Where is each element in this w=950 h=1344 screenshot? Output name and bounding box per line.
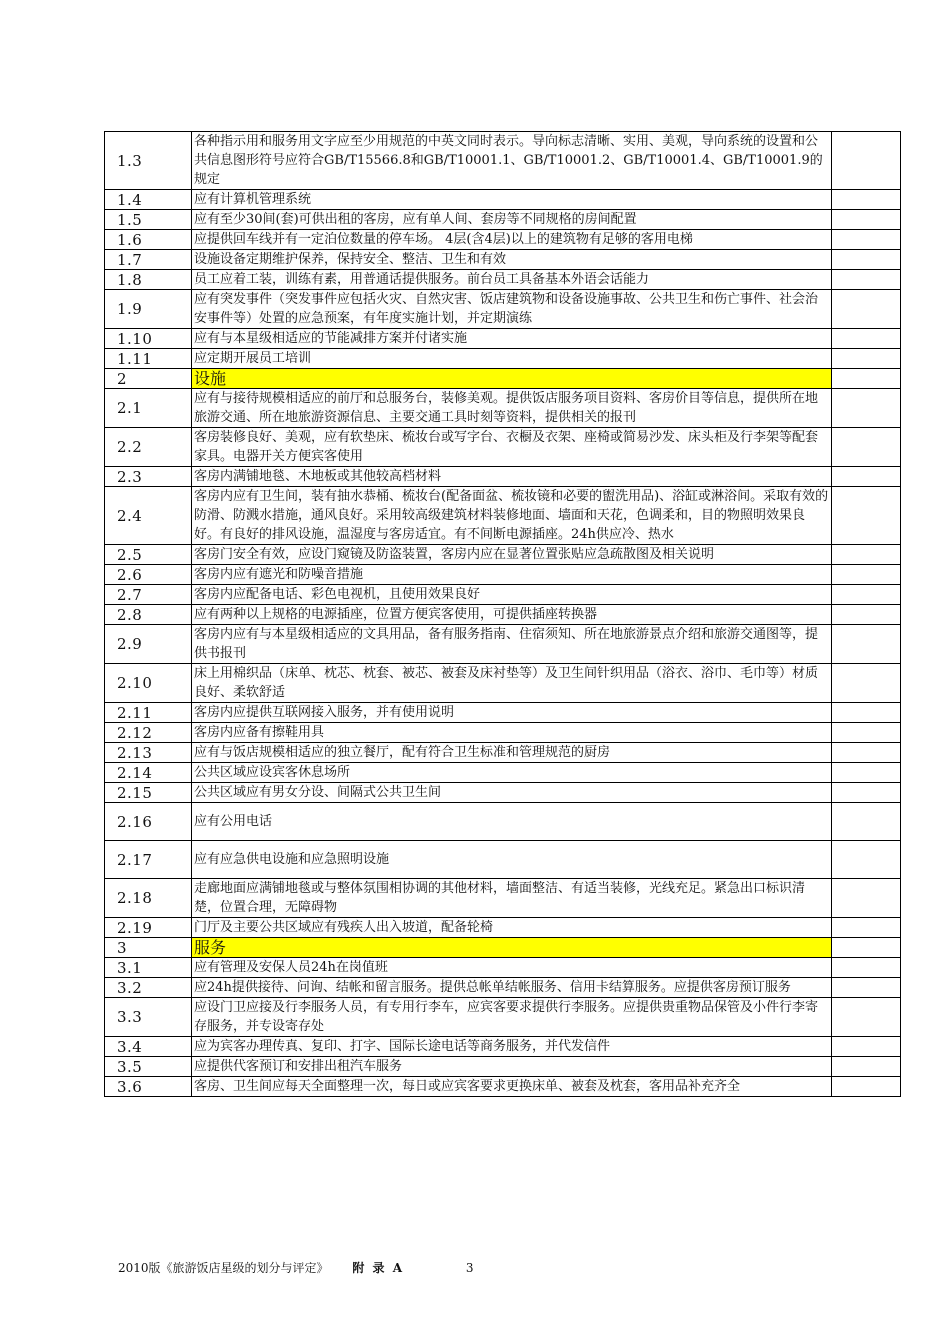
blank-cell xyxy=(832,958,901,978)
blank-cell xyxy=(832,879,901,918)
table-row xyxy=(105,210,901,230)
table-row xyxy=(105,230,901,250)
blank-cell xyxy=(832,743,901,763)
table-row xyxy=(105,605,901,625)
item-number: 3.4 xyxy=(105,1037,192,1057)
item-requirement: 走廊地面应满铺地毯或与整体氛围相协调的其他材料，墙面整洁、有适当装修，光线充足。紧急出口标识清楚，位置合理，无障碍物 xyxy=(192,879,832,918)
blank-cell xyxy=(832,625,901,664)
blank-cell xyxy=(832,978,901,998)
item-number: 2.6 xyxy=(105,565,192,585)
table-row xyxy=(105,625,901,664)
blank-cell xyxy=(832,428,901,467)
item-requirement: 应有与接待规模相适应的前厅和总服务台，装修美观。提供饭店服务项目资料、客房价目等信息，提供所在地旅游交通、所在地旅游资源信息、主要交通工具时刻等资料，提供相关的报刊 xyxy=(192,389,832,428)
item-requirement: 应为宾客办理传真、复印、打字、国际长途电话等商务服务，并代发信件 xyxy=(192,1037,832,1057)
item-number: 3.5 xyxy=(105,1057,192,1077)
table-row xyxy=(105,998,901,1037)
blank-cell xyxy=(832,998,901,1037)
item-number: 2.10 xyxy=(105,664,192,703)
table-row xyxy=(105,803,901,841)
blank-cell xyxy=(832,467,901,487)
item-requirement: 客房、卫生间应每天全面整理一次，每日或应宾客要求更换床单、被套及枕套，客用品补充齐全 xyxy=(192,1077,832,1097)
item-requirement: 应定期开展员工培训 xyxy=(192,349,832,369)
footer-document-title: 2010版《旅游饭店星级的划分与评定》 xyxy=(118,1261,329,1275)
blank-cell xyxy=(832,389,901,428)
blank-cell xyxy=(832,703,901,723)
blank-cell xyxy=(832,329,901,349)
table-row xyxy=(105,723,901,743)
item-requirement: 客房装修良好、美观，应有软垫床、梳妆台或写字台、衣橱及衣架、座椅或简易沙发、床头柜及行李架等配套家具。电器开关方便宾客使用 xyxy=(192,428,832,467)
item-number: 2.9 xyxy=(105,625,192,664)
blank-cell xyxy=(832,250,901,270)
item-requirement: 应有应急供电设施和应急照明设施 xyxy=(192,841,832,879)
blank-cell xyxy=(832,132,901,190)
table-row xyxy=(105,743,901,763)
item-requirement: 应有突发事件（突发事件应包括火灾、自然灾害、饭店建筑物和设备设施事故、公共卫生和伤亡事件、社会治安事件等）处置的应急预案，有年度实施计划，并定期演练 xyxy=(192,290,832,329)
page-footer xyxy=(118,1259,474,1276)
table-row xyxy=(105,349,901,369)
table-row xyxy=(105,565,901,585)
item-requirement: 客房内满铺地毯、木地板或其他较高档材料 xyxy=(192,467,832,487)
blank-cell xyxy=(832,585,901,605)
blank-cell xyxy=(832,938,901,958)
table-row xyxy=(105,585,901,605)
blank-cell xyxy=(832,763,901,783)
item-requirement: 客房门安全有效，应设门窥镜及防盗装置，客房内应在显著位置张贴应急疏散图及相关说明 xyxy=(192,545,832,565)
blank-cell xyxy=(832,1057,901,1077)
item-number: 2.19 xyxy=(105,918,192,938)
item-number: 1.9 xyxy=(105,290,192,329)
item-number: 3.2 xyxy=(105,978,192,998)
blank-cell xyxy=(832,190,901,210)
item-number: 1.8 xyxy=(105,270,192,290)
blank-cell xyxy=(832,841,901,879)
item-number: 1.5 xyxy=(105,210,192,230)
blank-cell xyxy=(832,664,901,703)
table-row xyxy=(105,1037,901,1057)
blank-cell xyxy=(832,270,901,290)
table-row xyxy=(105,783,901,803)
table-row xyxy=(105,428,901,467)
table-row xyxy=(105,1057,901,1077)
item-requirement: 应提供代客预订和安排出租汽车服务 xyxy=(192,1057,832,1077)
item-requirement: 应有管理及安保人员24h在岗值班 xyxy=(192,958,832,978)
item-requirement: 应有与本星级相适应的节能减排方案并付诸实施 xyxy=(192,329,832,349)
table-row xyxy=(105,664,901,703)
item-requirement: 员工应着工装，训练有素，用普通话提供服务。前台员工具备基本外语会话能力 xyxy=(192,270,832,290)
blank-cell xyxy=(832,1037,901,1057)
item-requirement: 应有两种以上规格的电源插座，位置方便宾客使用，可提供插座转换器 xyxy=(192,605,832,625)
item-number: 1.3 xyxy=(105,132,192,190)
table-row xyxy=(105,467,901,487)
item-requirement: 客房内应备有擦鞋用具 xyxy=(192,723,832,743)
blank-cell xyxy=(832,565,901,585)
table-row xyxy=(105,132,901,190)
item-number: 1.6 xyxy=(105,230,192,250)
section-heading: 设施 xyxy=(192,369,832,389)
blank-cell xyxy=(832,605,901,625)
section-heading: 服务 xyxy=(192,938,832,958)
footer-appendix-label: 附 录 A xyxy=(352,1261,405,1275)
item-requirement: 门厅及主要公共区域应有残疾人出入坡道，配备轮椅 xyxy=(192,918,832,938)
table-row xyxy=(105,958,901,978)
item-number: 1.10 xyxy=(105,329,192,349)
item-number: 2.17 xyxy=(105,841,192,879)
blank-cell xyxy=(832,487,901,545)
item-requirement: 应提供回车线并有一定泊位数量的停车场。 4层(含4层)以上的建筑物有足够的客用电梯 xyxy=(192,230,832,250)
item-number: 2.15 xyxy=(105,783,192,803)
item-number: 2.8 xyxy=(105,605,192,625)
item-number: 3.6 xyxy=(105,1077,192,1097)
item-requirement: 应24h提供接待、问询、结帐和留言服务。提供总帐单结帐服务、信用卡结算服务。应提供客房预订服务 xyxy=(192,978,832,998)
item-requirement: 应设门卫应接及行李服务人员，有专用行李车，应宾客要求提供行李服务。应提供贵重物品保管及小件行李寄存服务，并专设寄存处 xyxy=(192,998,832,1037)
table-row xyxy=(105,703,901,723)
item-requirement: 客房内应配备电话、彩色电视机，且使用效果良好 xyxy=(192,585,832,605)
table-row xyxy=(105,978,901,998)
blank-cell xyxy=(832,545,901,565)
footer-page-number: 3 xyxy=(465,1261,474,1275)
item-requirement: 客房内应有与本星级相适应的文具用品，备有服务指南、住宿须知、所在地旅游景点介绍和旅游交通图等，提供书报刊 xyxy=(192,625,832,664)
item-number: 2.7 xyxy=(105,585,192,605)
item-requirement: 客房内应提供互联网接入服务，并有使用说明 xyxy=(192,703,832,723)
table-row xyxy=(105,389,901,428)
blank-cell xyxy=(832,803,901,841)
item-number: 2.11 xyxy=(105,703,192,723)
item-number: 3 xyxy=(105,938,192,958)
section-row xyxy=(105,938,901,958)
item-number: 1.4 xyxy=(105,190,192,210)
table-row xyxy=(105,329,901,349)
item-requirement: 应有计算机管理系统 xyxy=(192,190,832,210)
item-requirement: 各种指示用和服务用文字应至少用规范的中英文同时表示。导向标志清晰、实用、美观，导向系统的设置和公共信息图形符号应符合GB/T15566.8和GB/T10001.1、GB/T10001.2、GB/T10001.4、GB/T10001.9的规定 xyxy=(192,132,832,190)
requirements-table xyxy=(104,131,901,1097)
blank-cell xyxy=(832,349,901,369)
item-number: 2.4 xyxy=(105,487,192,545)
item-requirement: 应有公用电话 xyxy=(192,803,832,841)
item-number: 2.18 xyxy=(105,879,192,918)
table-row xyxy=(105,250,901,270)
item-requirement: 客房内应有卫生间，装有抽水恭桶、梳妆台(配备面盆、梳妆镜和必要的盥洗用品)、浴缸或淋浴间。采取有效的防滑、防溅水措施，通风良好。采用较高级建筑材料装修地面、墙面和天花，色调柔和，目的物照明效果良好。有良好的排风设施，温湿度与客房适宜。有不间断电源插座。24h供应冷、热水 xyxy=(192,487,832,545)
item-requirement: 公共区域应有男女分设、间隔式公共卫生间 xyxy=(192,783,832,803)
item-requirement: 客房内应有遮光和防噪音措施 xyxy=(192,565,832,585)
blank-cell xyxy=(832,210,901,230)
table-row xyxy=(105,1077,901,1097)
blank-cell xyxy=(832,1077,901,1097)
table-row xyxy=(105,190,901,210)
item-number: 2.3 xyxy=(105,467,192,487)
item-requirement: 床上用棉织品（床单、枕芯、枕套、被芯、被套及床衬垫等）及卫生间针织用品（浴衣、浴巾、毛巾等）材质良好、柔软舒适 xyxy=(192,664,832,703)
item-requirement: 公共区域应设宾客休息场所 xyxy=(192,763,832,783)
item-requirement: 应有至少30间(套)可供出租的客房，应有单人间、套房等不同规格的房间配置 xyxy=(192,210,832,230)
blank-cell xyxy=(832,783,901,803)
blank-cell xyxy=(832,723,901,743)
table-row xyxy=(105,545,901,565)
table-row xyxy=(105,918,901,938)
table-row xyxy=(105,841,901,879)
table-row xyxy=(105,879,901,918)
item-number: 2.2 xyxy=(105,428,192,467)
item-number: 2.16 xyxy=(105,803,192,841)
item-number: 3.1 xyxy=(105,958,192,978)
item-number: 3.3 xyxy=(105,998,192,1037)
blank-cell xyxy=(832,369,901,389)
section-row xyxy=(105,369,901,389)
item-requirement: 应有与饭店规模相适应的独立餐厅，配有符合卫生标准和管理规范的厨房 xyxy=(192,743,832,763)
item-number: 1.7 xyxy=(105,250,192,270)
item-requirement: 设施设备定期维护保养，保持安全、整洁、卫生和有效 xyxy=(192,250,832,270)
requirements-table-body xyxy=(105,132,901,1097)
item-number: 2.12 xyxy=(105,723,192,743)
table-row xyxy=(105,290,901,329)
item-number: 2.14 xyxy=(105,763,192,783)
blank-cell xyxy=(832,290,901,329)
item-number: 2.5 xyxy=(105,545,192,565)
item-number: 2 xyxy=(105,369,192,389)
item-number: 1.11 xyxy=(105,349,192,369)
item-number: 2.1 xyxy=(105,389,192,428)
table-row xyxy=(105,270,901,290)
table-row xyxy=(105,487,901,545)
blank-cell xyxy=(832,230,901,250)
item-number: 2.13 xyxy=(105,743,192,763)
table-row xyxy=(105,763,901,783)
blank-cell xyxy=(832,918,901,938)
